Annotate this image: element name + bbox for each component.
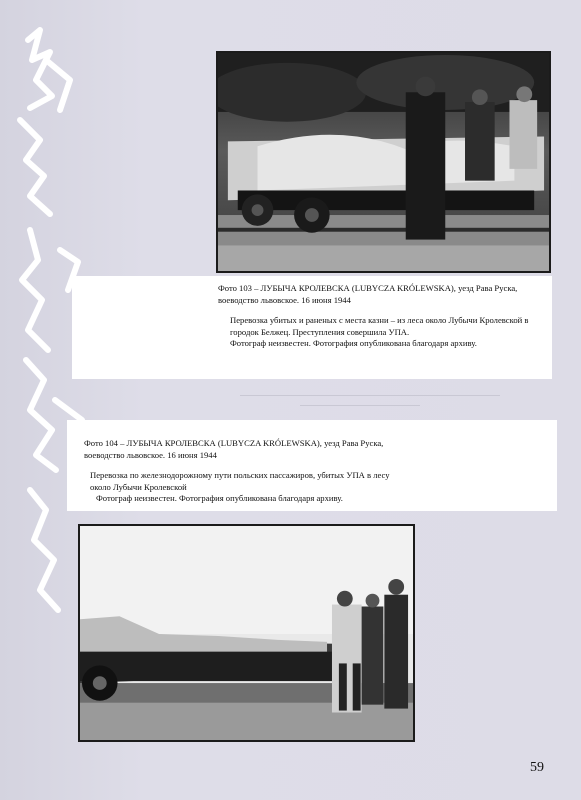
show-through-line [300, 405, 420, 406]
page-number: 59 [530, 760, 544, 775]
show-through-line [240, 395, 500, 396]
photo-104-image [78, 524, 415, 742]
photo-103-credit: Фотограф неизвестен. Фотография опубликована благодаря архиву. [230, 338, 477, 348]
photo-103-image [216, 51, 551, 273]
photo-104-description: Перевозка по железнодорожному пути польских пассажиров, убитых УПА в лесу около Лубычи Кролевской [90, 470, 390, 492]
photo-104-caption-title: Фото 104 – ЛУБЫЧА КРОЛЕВСКА (LUBYCZA KRÓLEWSKA), уезд Рава Руска, воеводство львовское. 16 июня 1944 [84, 438, 384, 460]
photo-103-caption-title: Фото 103 – ЛУБЫЧА КРОЛЕВСКА (LUBYCZA KRÓLEWSKA), уезд Рава Руска, воеводство львовское. 16 июня 1944 [218, 283, 518, 305]
photo-103-description: Перевозка убитых и раненых с места казни – из леса около Лубычи Кролевской в городок Белжец. Преступления совершила УПА. [230, 315, 529, 337]
photo-104-credit: Фотограф неизвестен. Фотография опубликована благодаря архиву. [96, 493, 343, 503]
photo-103-caption [72, 276, 552, 379]
photo-104-caption [67, 420, 557, 511]
